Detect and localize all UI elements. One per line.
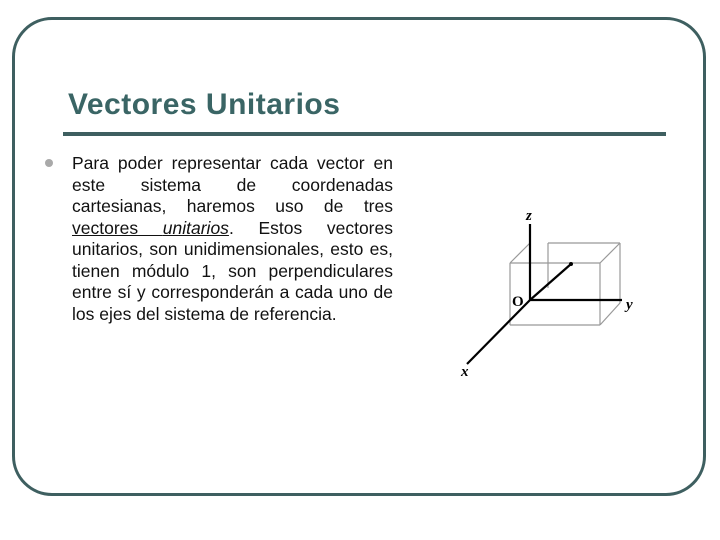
y-axis-label: y xyxy=(626,297,633,313)
unit-cube xyxy=(510,243,620,325)
cube-edge xyxy=(600,243,620,263)
z-axis-label: z xyxy=(526,208,532,224)
vector-tip xyxy=(569,262,573,266)
underlined-term-word1: vectores xyxy=(72,217,163,238)
axes xyxy=(467,224,622,364)
origin-label: O xyxy=(512,294,524,310)
underlined-term xyxy=(72,218,229,238)
underlined-term-word2: unitarios xyxy=(162,217,229,238)
x-axis-label: x xyxy=(461,364,469,380)
cube-edge xyxy=(600,303,620,325)
bullet-icon xyxy=(45,159,53,167)
coordinate-diagram xyxy=(450,200,660,380)
diagonal-vector xyxy=(530,264,571,300)
title-underline xyxy=(63,132,666,136)
paragraph-intro: Para poder representar cada vector en este sistema de coordenadas cartesianas, haremos uso de tres xyxy=(72,153,393,216)
cube-edge xyxy=(510,243,530,263)
paragraph-rest: . Estos vectores unitarios, son unidimensionales, esto es, tienen módulo 1, son perpendiculares entre sí y corresponderán a cada uno de los ejes del sistema de referencia. xyxy=(72,217,393,324)
slide-title: Vectores Unitarios xyxy=(68,88,341,121)
body-paragraph xyxy=(72,153,393,325)
